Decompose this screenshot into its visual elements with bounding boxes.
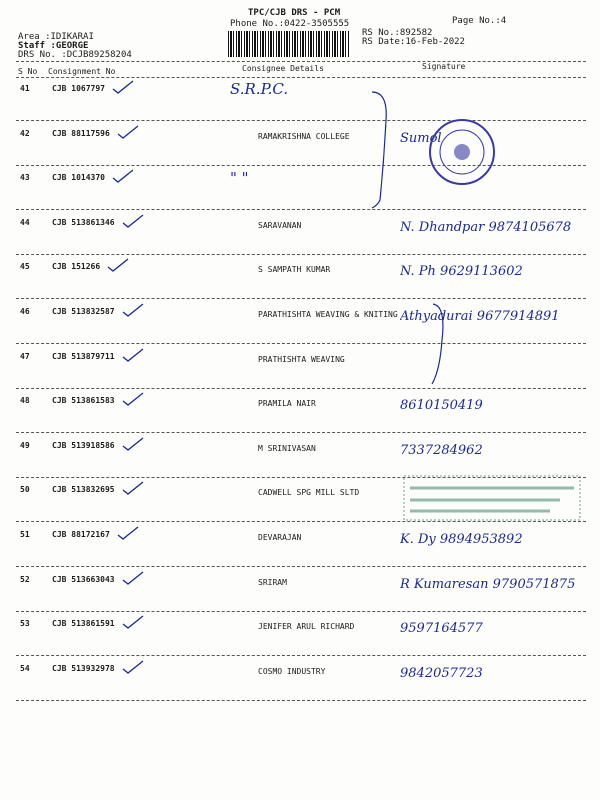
row-sno: 41	[20, 84, 30, 93]
row-consignee: PRATHISHTA WEAVING	[258, 355, 345, 364]
row-signature: N. Ph 9629113602	[400, 264, 523, 279]
row-consignment-no: CJB 513861346	[52, 218, 115, 227]
row-sno: 44	[20, 218, 30, 227]
staff-label: Staff :GEORGE	[18, 41, 89, 51]
row-sno: 47	[20, 352, 30, 361]
col-header-consignment: Consignment No	[48, 67, 116, 76]
row-consignee: COSMO INDUSTRY	[258, 667, 326, 676]
row-sno: 54	[20, 664, 30, 673]
row-handwritten-name: " "	[230, 169, 249, 187]
row-consignee: SRIRAM	[258, 578, 287, 587]
row-sno: 43	[20, 173, 30, 182]
drs-number: DRS No. :DCJB89258204	[18, 50, 132, 60]
row-consignment-no: CJB 513879711	[52, 352, 115, 361]
row-signature: 9597164577	[400, 621, 483, 636]
row-consignment-no: CJB 88172167	[52, 530, 110, 539]
row-consignment-no: CJB 513832695	[52, 485, 115, 494]
row-sno: 42	[20, 129, 30, 138]
row-signature: R Kumaresan 9790571875	[400, 577, 576, 592]
area-label: Area :IDIKARAI	[18, 32, 94, 42]
row-sno: 52	[20, 575, 30, 584]
row-consignment-no: CJB 151266	[52, 262, 101, 271]
row-signature: 9842057723	[400, 666, 483, 681]
row-consignee: DEVARAJAN	[258, 533, 302, 542]
row-sno: 53	[20, 619, 30, 628]
row-sno: 51	[20, 530, 30, 539]
row-consignment-no: CJB 513832587	[52, 307, 115, 316]
row-consignee: PRAMILA NAIR	[258, 399, 316, 408]
row-consignee: SARAVANAN	[258, 221, 302, 230]
row-consignee: CADWELL SPG MILL SLTD	[258, 488, 360, 497]
row-signature: N. Dhandpar 9874105678	[400, 220, 572, 235]
col-header-consignee: Consignee Details	[242, 64, 324, 73]
row-consignment-no: CJB 513663043	[52, 575, 115, 584]
row-signature: K. Dy 9894953892	[400, 532, 523, 547]
row-consignee: M SRINIVASAN	[258, 444, 316, 453]
row-consignment-no: CJB 513918586	[52, 441, 115, 450]
row-consignee: JENIFER ARUL RICHARD	[258, 622, 355, 631]
row-consignee: PARATHISHTA WEAVING & KNITING	[258, 310, 398, 319]
row-handwritten-name: S.R.P.C.	[230, 80, 289, 98]
row-sno: 48	[20, 396, 30, 405]
row-consignment-no: CJB 1067797	[52, 84, 105, 93]
row-consignment-no: CJB 88117596	[52, 129, 110, 138]
row-consignment-no: CJB 1014370	[52, 173, 105, 182]
page-title: TPC/CJB DRS - PCM	[248, 8, 341, 18]
rs-number: RS No.:892582	[362, 28, 433, 38]
row-signature: Sumol	[400, 131, 442, 146]
rs-date: RS Date:16-Feb-2022	[362, 37, 465, 47]
row-signature: 8610150419	[400, 398, 483, 413]
row-consignment-no: CJB 513861591	[52, 619, 115, 628]
phone-number: Phone No.:0422-3505555	[230, 19, 350, 29]
row-signature: 7337284962	[400, 443, 483, 458]
row-sno: 49	[20, 441, 30, 450]
col-header-signature: Signature	[422, 62, 466, 71]
row-sno: 46	[20, 307, 30, 316]
page-number: Page No.:4	[452, 16, 507, 26]
row-signature: Athyadurai 9677914891	[400, 309, 560, 324]
row-consignment-no: CJB 513861583	[52, 396, 115, 405]
row-sno: 50	[20, 485, 30, 494]
row-consignment-no: CJB 513932978	[52, 664, 115, 673]
col-header-sno: S No	[18, 67, 38, 76]
row-consignee: RAMAKRISHNA COLLEGE	[258, 132, 350, 141]
row-sno: 45	[20, 262, 30, 271]
row-consignee: S SAMPATH KUMAR	[258, 265, 331, 274]
